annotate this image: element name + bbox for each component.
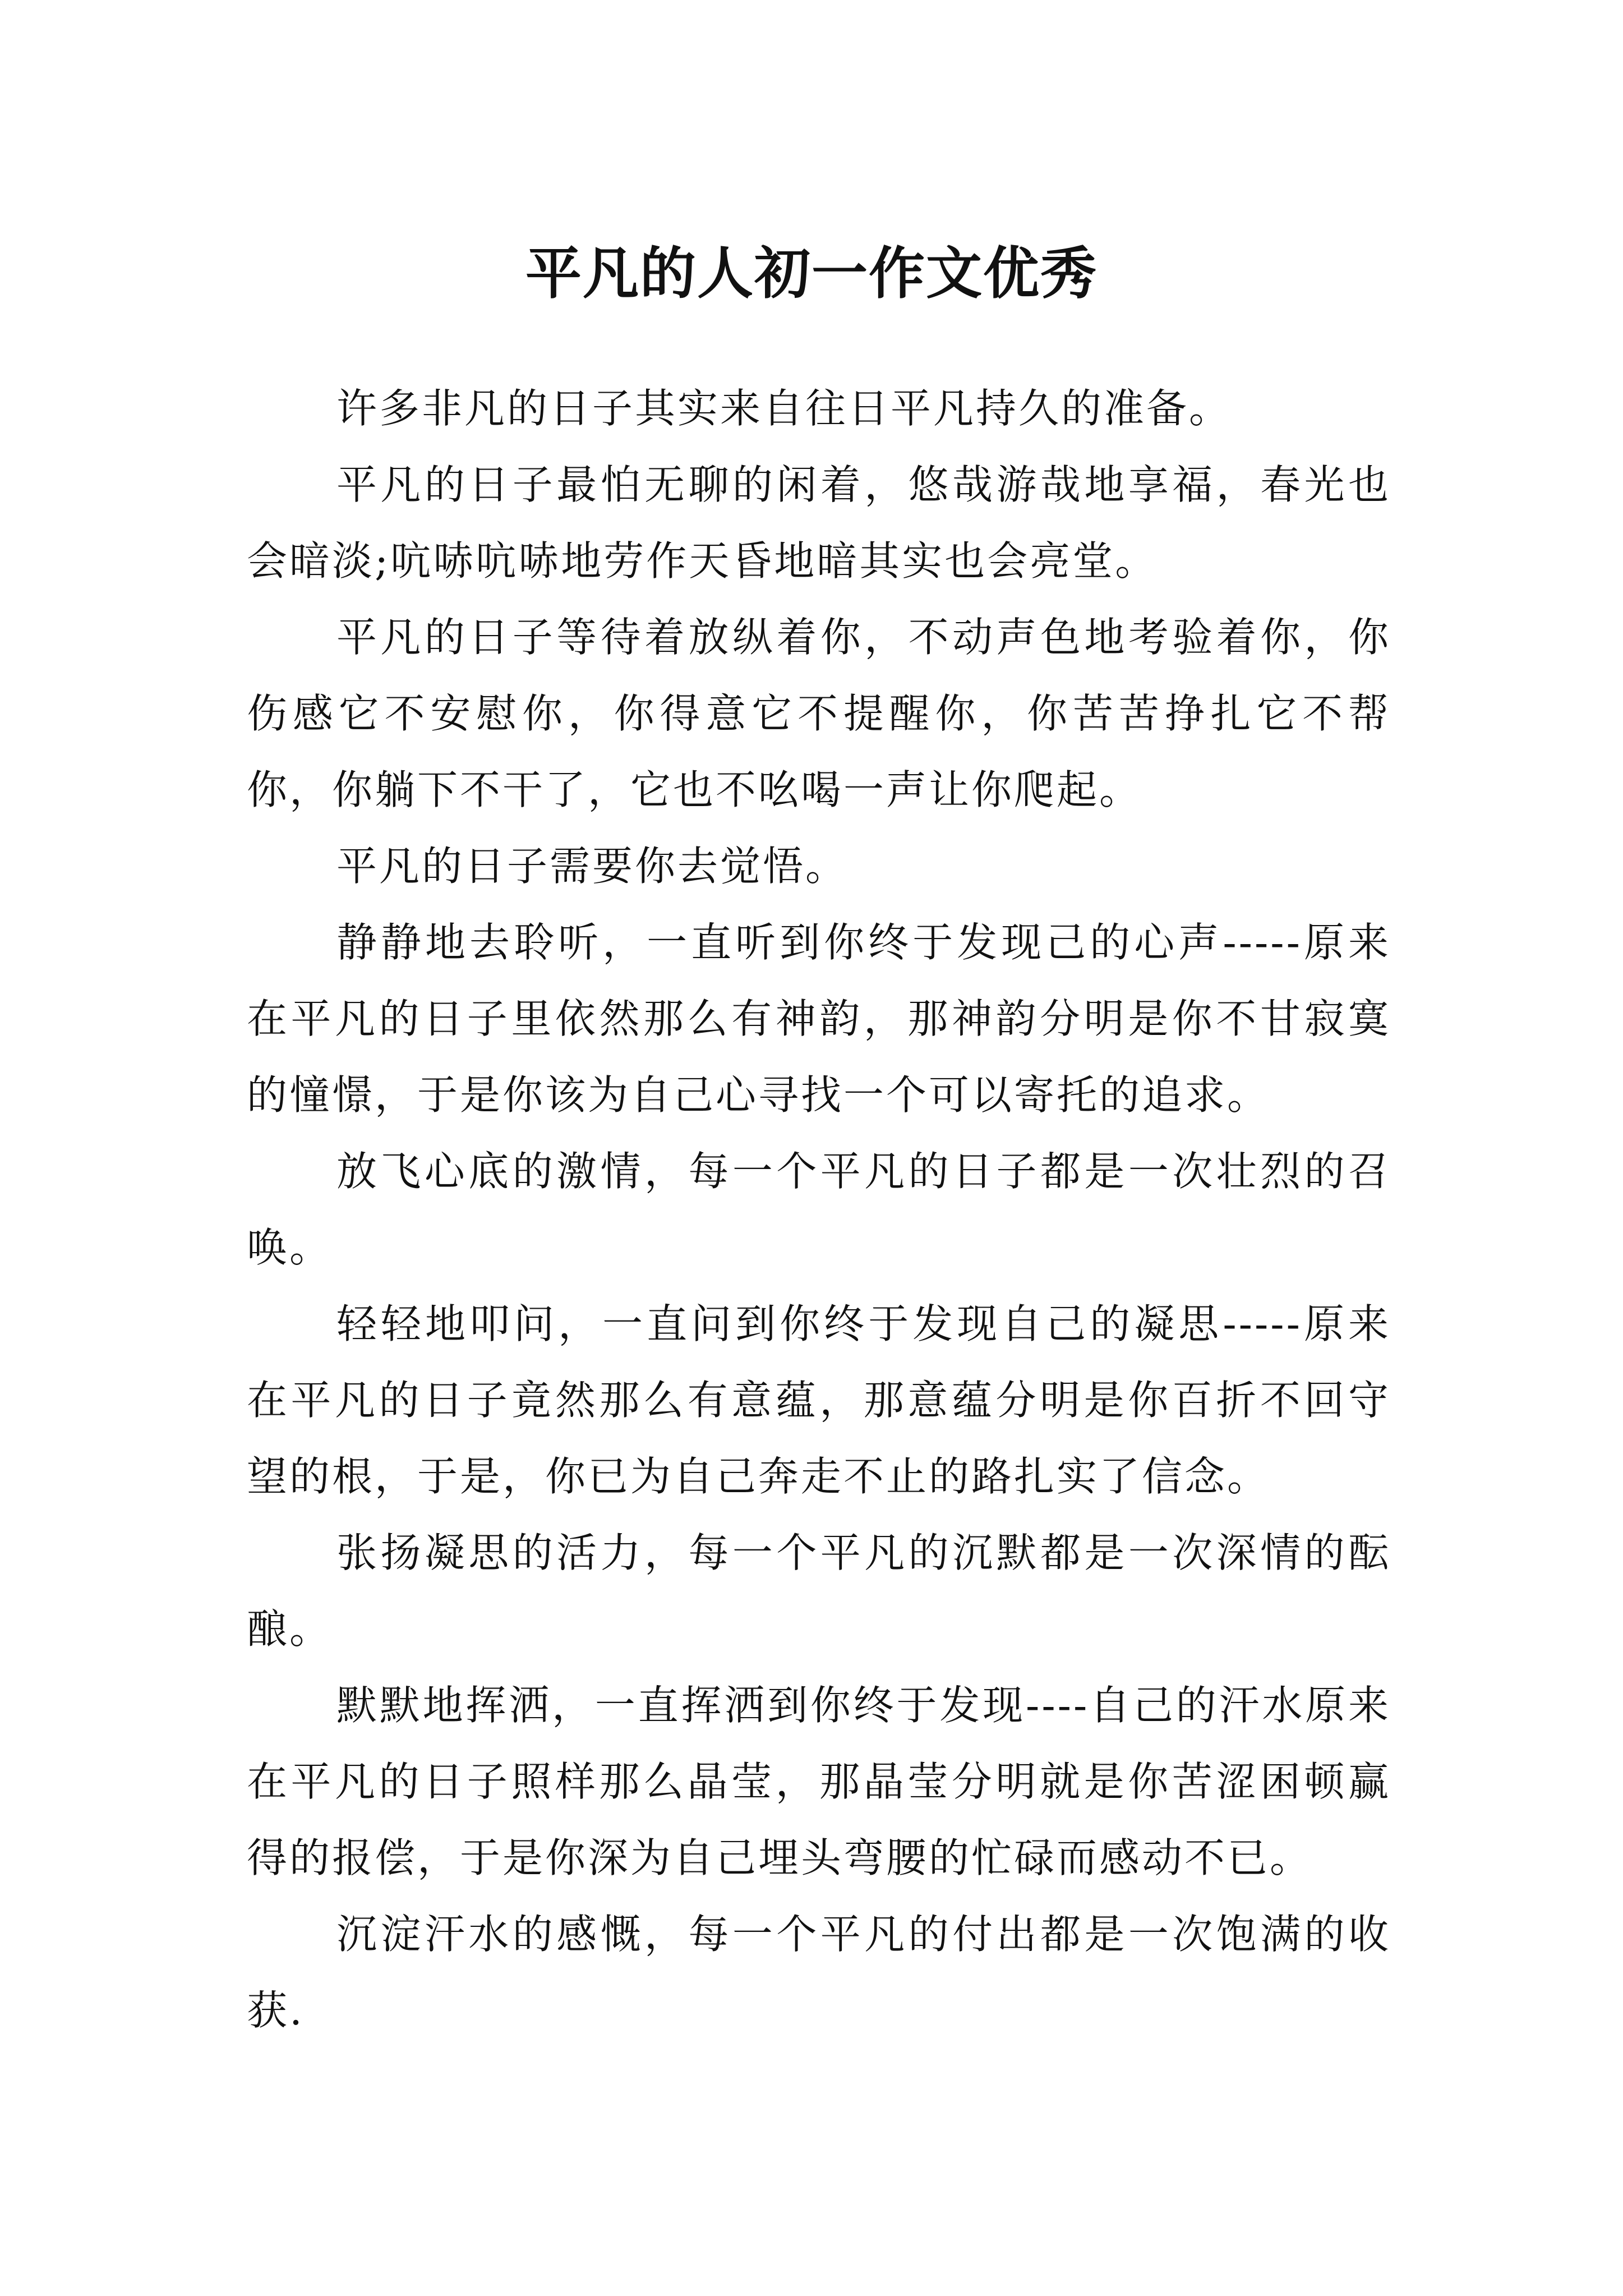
document-title: 平凡的人初一作文优秀 [525,240,1098,306]
paragraph: 平凡的日子等待着放纵着你，不动声色地考验着你，你伤感它不安慰你，你得意它不提醒你，你苦苦挣扎它不帮你，你躺下不干了，它也不吆喝一声让你爬起。 [247,614,1391,813]
paragraph: 放飞心底的激情，每一个平凡的日子都是一次壮烈的召唤。 [247,1148,1391,1271]
document-body [247,370,1391,2049]
paragraph: 张扬凝思的活力，每一个平凡的沉默都是一次深情的酝酿。 [247,1529,1391,1653]
paragraph: 平凡的日子需要你去觉悟。 [336,843,849,890]
paragraph: 默默地挥洒，一直挥洒到你终于发现----自己的汗水原来在平凡的日子照样那么晶莹，那晶莹分明就是你苦涩困顿赢得的报偿，于是你深为自己埋头弯腰的忙碌而感动不已。 [247,1682,1391,1881]
paragraph: 静静地去聆听，一直听到你终于发现己的心声-----原来在平凡的日子里依然那么有神韵，那神韵分明是你不甘寂寞的憧憬，于是你该为自己心寻找一个可以寄托的追求。 [247,919,1391,1119]
paragraph: 轻轻地叩问，一直问到你终于发现自己的凝思-----原来在平凡的日子竟然那么有意蕴，那意蕴分明是你百折不回守望的根，于是，你已为自己奔走不止的路扎实了信念。 [247,1300,1391,1500]
paragraph: 沉淀汗水的感慨，每一个平凡的付出都是一次饱满的收获. [247,1911,1391,2034]
paragraph: 平凡的日子最怕无聊的闲着，悠哉游哉地享福，春光也会暗淡;吭哧吭哧地劳作天昏地暗其实也会亮堂。 [247,461,1391,585]
paragraph: 许多非凡的日子其实来自往日平凡持久的准备。 [336,385,1232,432]
